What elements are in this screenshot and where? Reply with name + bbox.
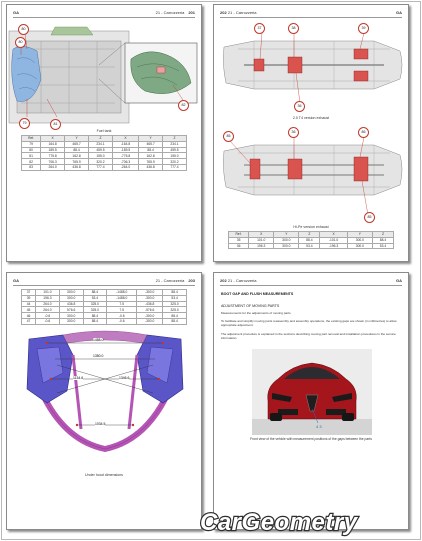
exhaust-diagram-top (214, 19, 409, 114)
paragraph: The adjustment procedure is explained in the sections describing moving part removal and installation procedures in the service information. (221, 332, 396, 340)
table-row: 47 -0.6 300.0 88.4 -0.6 -300.0 88.4 (22, 318, 187, 324)
figure-caption-bottom: Hi-Pe version exhaust (293, 225, 329, 229)
callout-85: 85 (223, 131, 234, 142)
subsection-title: ADJUSTMENT OF MOVING PARTS (221, 304, 280, 308)
svg-text:CarGeometry: CarGeometry (200, 509, 358, 536)
callout-36: 36 (294, 101, 305, 112)
manual-page-4 (213, 272, 409, 530)
under-hood-table (21, 289, 187, 325)
figure-caption-top: 2.0 T4 version exhaust (292, 116, 330, 120)
table-row: 39 196.3 300.0 53.4 -1488.0 -300.0 53.4 (22, 295, 187, 301)
table-row: 83 264.0 436.8 777.4 -264.0 436.8 777.4 (22, 164, 187, 170)
table-row: 79 164.8 465.7 234.1 -164.8 465.7 234.1 (22, 141, 187, 147)
callout-81: 81 (50, 119, 61, 130)
table-row: 35 101.0 300.0 88.4 -101.0 300.0 88.4 (229, 237, 394, 243)
paragraph: To facilitate and simplify moving parts reassembly and assembly operations, the existing gaps are shown (in millimetres) to allow appropriate adjustment. (221, 319, 397, 327)
header-section-code: GA (13, 278, 19, 283)
paragraph: Measurements for the adjustments of moving parts (221, 311, 291, 315)
header-title: 21 - Carrozzeria (227, 278, 257, 283)
table-row: 36 196.3 300.0 53.4 -196.3 300.0 53.4 (229, 243, 394, 249)
table-header-row: Ref. X Y Z X Y Z (22, 136, 187, 142)
table-row: 81 775.8 162.8 155.0 -775.8 162.8 155.0 (22, 153, 187, 159)
figure-caption: Front view of the vehicle with measurement positions of the gaps between the parts (250, 437, 372, 441)
header-page-number: 201 (188, 10, 195, 15)
header-page-number: 202 (220, 10, 227, 15)
header-section-code: GA (13, 10, 19, 15)
table-caption: Fuel tank (96, 129, 112, 133)
callout-85: 85 (364, 212, 375, 223)
callout-82: 82 (178, 100, 189, 111)
header-page-number: 203 (188, 278, 195, 283)
header-section-code: GA (396, 10, 402, 15)
table-row: 80 189.5 88.4 459.5 -189.5 88.4 459.5 (22, 147, 187, 153)
dimension-label: 1346.6 (119, 376, 130, 380)
under-hood-diagram (7, 329, 202, 469)
table-header-row: Ref. X Y Z X Y Z (229, 232, 394, 238)
manual-page-2 (213, 4, 409, 262)
header-title: 21 - Carrozzeria (155, 10, 185, 15)
table-row: 82 706.3 765.9 320.2 -706.3 765.9 320.2 (22, 159, 187, 165)
table-row: 45 264.0 576.6 325.0 7.5 -576.6 325.0 (22, 307, 187, 313)
dimension-label: 1134.6 (73, 376, 84, 380)
manual-page-3 (6, 272, 202, 530)
callout-39: 39 (358, 23, 369, 34)
page-header (220, 278, 402, 286)
page-header (13, 278, 195, 286)
callout-80: 80 (18, 24, 29, 35)
callout-36: 36 (288, 127, 299, 138)
car-front-photo (252, 349, 372, 435)
table-row: 37 101.0 300.0 88.4 -1488.0 -300.0 88.4 (22, 290, 187, 296)
figure-caption: Under hood dimensions (85, 473, 123, 477)
manual-page-1 (6, 4, 202, 262)
table-row: 46 -0.6 300.0 88.4 -0.6 -300.0 88.4 (22, 313, 187, 319)
table-row: 44 264.0 436.8 325.0 7.5 -436.8 325.0 (22, 301, 187, 307)
callout-37: 37 (254, 23, 265, 34)
header-title: 21 - Carrozzeria (155, 278, 185, 283)
fuel-tank-diagram (7, 19, 202, 134)
callout-86: 86 (358, 127, 369, 138)
header-section-code: GA (396, 278, 402, 283)
page-header (220, 10, 402, 18)
callout-38: 38 (288, 23, 299, 34)
header-page-number: 202 (220, 278, 227, 283)
page-header (13, 10, 195, 18)
dimension-label: 1350.0 (93, 354, 104, 358)
exhaust-diagram-bottom (214, 123, 409, 223)
cargeometry-logo (196, 504, 416, 538)
header-title: 21 - Carrozzeria (227, 10, 257, 15)
callout-80: 80 (15, 37, 26, 48)
section-title: BOOT GAP AND FLUSH MEASUREMENTS (221, 292, 294, 296)
fuel-tank-table (21, 135, 187, 171)
dimension-label: 1488.0 (93, 338, 104, 342)
dimension-label: 1034.5 (95, 422, 106, 426)
measurement-marker: 4 3 (316, 424, 322, 429)
callout-79: 79 (19, 118, 30, 129)
exhaust-table (228, 231, 394, 249)
